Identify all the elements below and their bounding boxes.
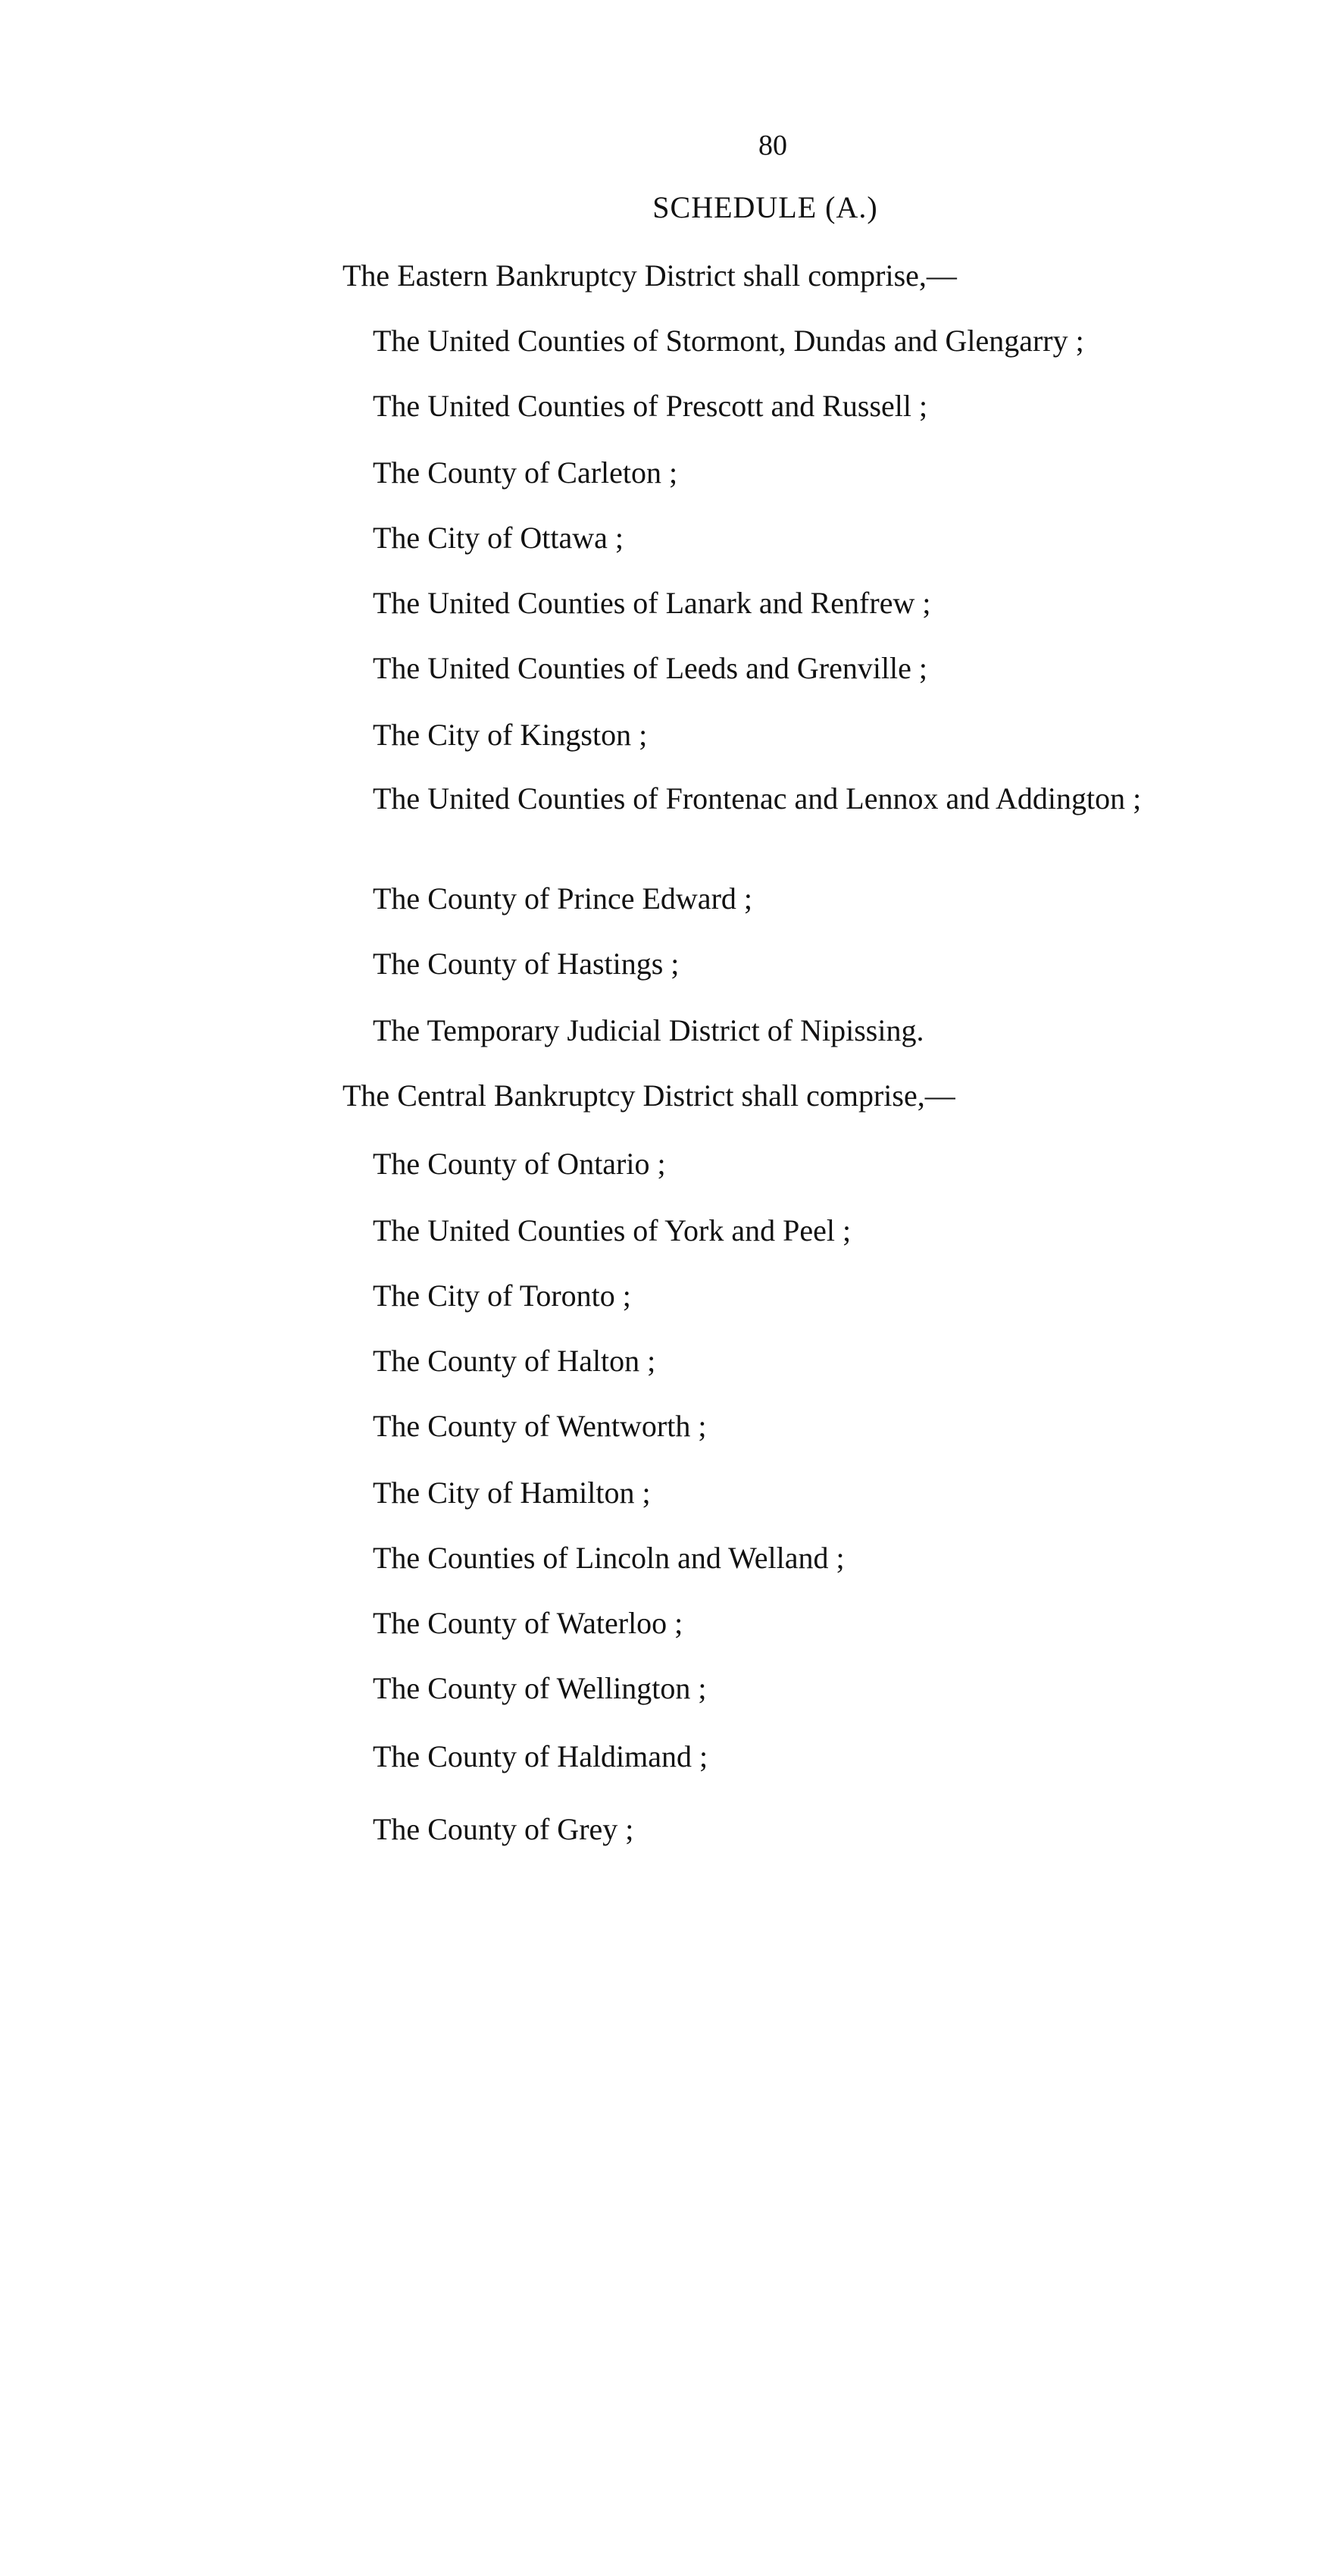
central-entry: The City of Hamilton ; <box>373 1476 651 1510</box>
eastern-entry: The United Counties of Frontenac and Lennox and Addington ; <box>373 781 1142 815</box>
eastern-entry: The Temporary Judicial District of Nipissing. <box>373 1013 924 1047</box>
central-entry: The County of Wellington ; <box>373 1671 707 1705</box>
central-entry: The County of Wentworth ; <box>373 1409 707 1443</box>
central-entry: The Counties of Lincoln and Welland ; <box>373 1541 845 1575</box>
eastern-entry: The County of Prince Edward ; <box>373 881 752 916</box>
central-district-heading: The Central Bankruptcy District shall comprise,— <box>342 1078 955 1113</box>
eastern-district-heading: The Eastern Bankruptcy District shall comprise,— <box>342 258 957 293</box>
eastern-entry: The County of Hastings ; <box>373 947 680 981</box>
central-entry: The County of Grey ; <box>373 1812 634 1846</box>
page-number: 80 <box>758 130 787 161</box>
central-entry: The County of Halton ; <box>373 1344 656 1378</box>
eastern-entry: The United Counties of Leeds and Grenville ; <box>373 651 928 685</box>
eastern-entry: The United Counties of Lanark and Renfrew ; <box>373 586 931 620</box>
central-entry: The City of Toronto ; <box>373 1279 631 1313</box>
eastern-entry: The United Counties of Prescott and Russell ; <box>373 389 928 423</box>
eastern-entry: The City of Kingston ; <box>373 718 648 752</box>
eastern-entry: The County of Carleton ; <box>373 455 678 490</box>
eastern-entry: The City of Ottawa ; <box>373 521 624 555</box>
central-entry: The County of Waterloo ; <box>373 1606 683 1640</box>
schedule-title: SCHEDULE (A.) <box>652 190 878 224</box>
central-entry: The United Counties of York and Peel ; <box>373 1213 852 1247</box>
eastern-entry: The United Counties of Stormont, Dundas and Glengarry ; <box>373 324 1084 358</box>
central-entry: The County of Haldimand ; <box>373 1739 708 1773</box>
central-entry: The County of Ontario ; <box>373 1147 666 1181</box>
